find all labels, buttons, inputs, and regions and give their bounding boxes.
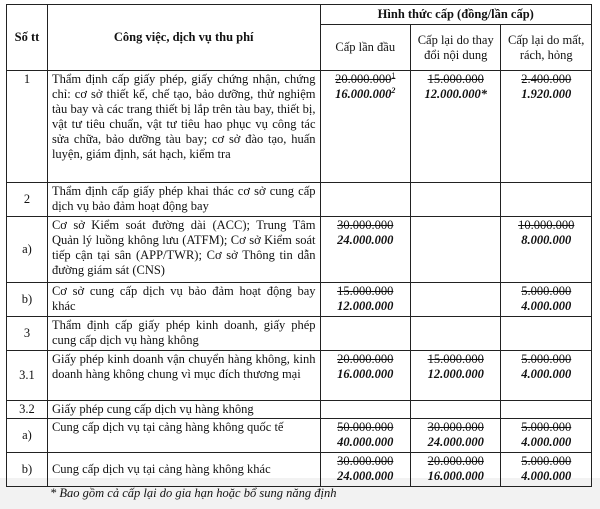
row-task: Giấy phép kinh doanh vận chuyển hàng không, kinh doanh hàng không chung vì mục đích thương mại — [47, 351, 320, 401]
table-row — [7, 283, 592, 317]
fee-first-issue — [320, 351, 410, 401]
new-fee: 4.000.000 — [521, 299, 572, 313]
header-issue-form: Hình thức cấp (đồng/lần cấp) — [320, 5, 592, 25]
old-fee: 10.000.000 — [518, 218, 575, 232]
new-fee: 24.000.000 — [337, 233, 394, 247]
new-fee: 12.000.000 — [337, 299, 394, 313]
new-fee: 12.000.000* — [424, 87, 487, 101]
new-fee: 24.000.000 — [427, 435, 484, 449]
fee-reissue-change — [410, 351, 500, 401]
fee-first-issue — [320, 453, 410, 487]
new-fee: 16.000.000$^2$ — [335, 85, 396, 101]
old-fee: 20.000.000 — [427, 454, 484, 468]
fee-first-issue — [320, 419, 410, 453]
old-fee: 20.000.000 — [337, 352, 394, 366]
new-fee: 4.000.000 — [521, 367, 572, 381]
row-task: Thẩm định cấp giấy phép khai thác cơ sở cung cấp dịch vụ bảo đảm hoạt động bay — [47, 183, 320, 217]
row-task: Cung cấp dịch vụ tại cảng hàng không quốc tế — [47, 419, 320, 453]
old-fee: 50.000.000 — [337, 420, 394, 434]
fee-first-issue — [320, 71, 410, 183]
old-fee: 30.000.000 — [337, 218, 394, 232]
old-fee: 15.000.000 — [337, 284, 394, 298]
header-reissue-change: Cấp lại do thay đổi nội dung — [410, 25, 500, 71]
old-fee: 5.000.000 — [521, 420, 572, 434]
new-fee: 8.000.000 — [521, 233, 572, 247]
row-task: Giấy phép cung cấp dịch vụ hàng không — [47, 401, 320, 419]
old-fee: 5.000.000 — [521, 284, 572, 298]
fee-table — [6, 4, 592, 487]
row-task: Thẩm định cấp giấy phép, giấy chứng nhận, chứng chỉ: cơ sở thiết kế, chế tạo, bảo dưỡng, thử nghiệm tàu bay và các trang thiết bị lắp trên tàu bay, thiết bị, vật tư tiêu chuẩn, vật tư tiêu hao phục vụ công tác sửa chữa, bảo dưỡng tàu bay; cơ sở đào tạo, huấn luyện, giám định, sát hạch, kiểm tra — [47, 71, 320, 183]
new-fee: 4.000.000 — [521, 469, 572, 483]
old-fee: 30.000.000 — [337, 454, 394, 468]
row-number: a) — [7, 419, 48, 453]
new-fee: 24.000.000 — [337, 469, 394, 483]
new-fee: 16.000.000 — [427, 469, 484, 483]
old-fee: 2.400.000 — [521, 72, 572, 86]
fee-reissue-lost — [501, 351, 592, 401]
table-row — [7, 217, 592, 283]
fee-first-issue — [320, 217, 410, 283]
new-fee: 1.920.000 — [521, 87, 572, 101]
table-row — [7, 401, 592, 419]
old-fee: 5.000.000 — [521, 454, 572, 468]
header-first-issue: Cấp lần đầu — [320, 25, 410, 71]
table-row — [7, 317, 592, 351]
row-number: 3.1 — [7, 351, 48, 401]
fee-reissue-lost — [501, 283, 592, 317]
new-fee: 16.000.000 — [337, 367, 394, 381]
table-row — [7, 183, 592, 217]
row-number: b) — [7, 283, 48, 317]
row-number: 3.2 — [7, 401, 48, 419]
header-reissue-lost: Cấp lại do mất, rách, hỏng — [501, 25, 592, 71]
row-task: Thẩm định cấp giấy phép kinh doanh, giấy phép cung cấp dịch vụ hàng không — [47, 317, 320, 351]
old-fee: 5.000.000 — [521, 352, 572, 366]
fee-reissue-lost — [501, 217, 592, 283]
table-row — [7, 453, 592, 487]
header-number: Số tt — [7, 5, 48, 71]
row-task: Cơ sở Kiểm soát đường dài (ACC); Trung Tâm Quản lý luồng không lưu (ATFM); Cơ sở Kiểm soát tiếp cận tại sân (APP/TWR); Cơ sở Thông tin dẫn đường giám sát (CNS) — [47, 217, 320, 283]
old-fee: 20.000.000$^1$ — [335, 70, 396, 86]
fee-reissue-lost — [501, 71, 592, 183]
row-number: 2 — [7, 183, 48, 217]
old-fee: 15.000.000 — [427, 352, 484, 366]
old-fee: 15.000.000 — [427, 72, 484, 86]
fee-reissue-change — [410, 453, 500, 487]
row-task: Cơ sở cung cấp dịch vụ bảo đảm hoạt động bay khác — [47, 283, 320, 317]
new-fee: 4.000.000 — [521, 435, 572, 449]
footnote: * Bao gồm cả cấp lại do gia hạn hoặc bổ sung năng định — [50, 486, 337, 500]
fee-reissue-change — [410, 419, 500, 453]
row-number: 3 — [7, 317, 48, 351]
old-fee: 30.000.000 — [427, 420, 484, 434]
table-row — [7, 419, 592, 453]
fee-first-issue — [320, 283, 410, 317]
row-number: 1 — [7, 71, 48, 183]
header-task: Công việc, dịch vụ thu phí — [47, 5, 320, 71]
row-number: a) — [7, 217, 48, 283]
row-task: Cung cấp dịch vụ tại cảng hàng không khác — [47, 453, 320, 487]
fee-reissue-lost — [501, 419, 592, 453]
row-number: b) — [7, 453, 48, 487]
fee-reissue-change — [410, 71, 500, 183]
fee-reissue-lost — [501, 453, 592, 487]
new-fee: 12.000.000 — [427, 367, 484, 381]
table-row — [7, 71, 592, 183]
table-row — [7, 351, 592, 401]
new-fee: 40.000.000 — [337, 435, 394, 449]
